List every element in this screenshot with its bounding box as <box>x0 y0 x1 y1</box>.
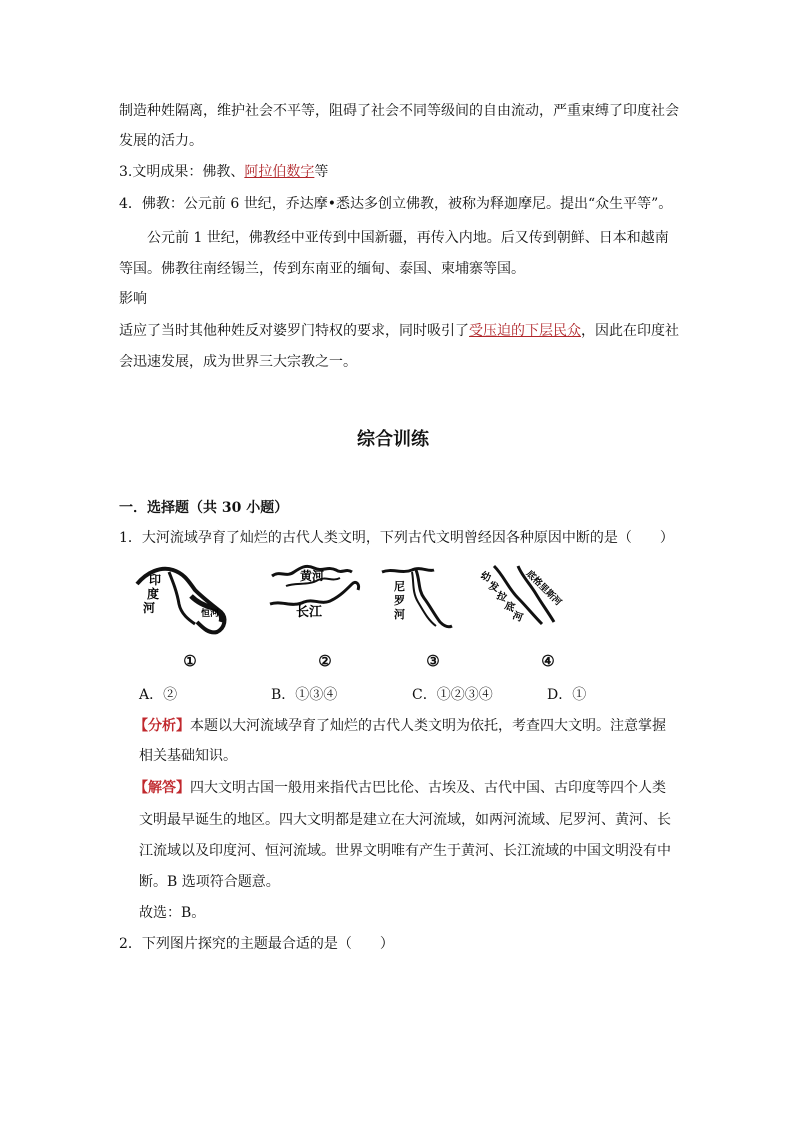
part-heading: 一．选择题（共 30 小题） <box>119 500 289 516</box>
oppressed-masses-link[interactable]: 受压迫的下层民众 <box>469 323 581 339</box>
map-4-label-4: 底 <box>502 600 517 615</box>
achievements-line <box>119 162 328 182</box>
achievements-prefix: 3.文明成果：佛教、 <box>119 164 245 180</box>
choice-d[interactable]: D．① <box>547 687 587 703</box>
influence-label: 影响 <box>119 291 147 307</box>
map-3-label-3: 河 <box>394 609 405 621</box>
question-1-stem: 1．大河流域孕育了灿烂的古代人类文明，下列古代文明曾经因各种原因中断的是（ ） <box>119 530 674 546</box>
choice-a[interactable]: A．② <box>139 687 178 703</box>
map-4-label-6: 底格里斯河 <box>524 568 564 608</box>
influence-line-1 <box>119 321 679 341</box>
map-1-label-4: 恒河 <box>201 608 220 618</box>
final-answer: 故选：B。 <box>139 905 206 921</box>
map-number-2: ② <box>318 652 332 670</box>
answer-line-1 <box>134 778 666 798</box>
map-2-label-1: 黄河 <box>300 569 325 583</box>
influence-suffix: ，因此在印度社 <box>581 323 679 339</box>
question-2-stem: 2．下列图片探究的主题最合适的是（ ） <box>119 936 394 952</box>
map-2-label-2: 长江 <box>296 604 323 619</box>
answer-text-1: 四大文明古国一般用来指代古巴比伦、古埃及、古代中国、古印度等四个人类 <box>190 780 666 796</box>
answer-line-2: 文明最早诞生的地区。四大文明都是建立在大河流域，如两河流域、尼罗河、黄河、长 <box>139 812 671 828</box>
map-1-label-2: 度 <box>147 587 160 601</box>
map-number-1: ① <box>183 652 197 670</box>
map-3-label-2: 罗 <box>394 595 405 607</box>
map-mesopotamia <box>474 562 574 634</box>
map-3-coast <box>382 569 434 572</box>
section-title: 综合训练 <box>357 429 429 450</box>
map-3-river-east <box>416 570 452 627</box>
map-2-yangtze <box>270 582 359 604</box>
achievements-suffix: 等 <box>314 164 329 180</box>
buddhism-spread-line-1: 公元前 1 世纪，佛教经中亚传到中国新疆，再传入内地。后又传到朝鲜、日本和越南 <box>147 230 669 246</box>
map-nile <box>378 564 460 630</box>
analysis-tag: 【分析】 <box>134 718 190 734</box>
map-number-4: ④ <box>541 652 555 670</box>
map-1-label-3: 河 <box>143 601 156 615</box>
intro-line-2: 发展的活力。 <box>119 133 203 149</box>
choice-b[interactable]: B．①③④ <box>271 687 338 703</box>
choice-c[interactable]: C．①②③④ <box>412 687 493 703</box>
intro-line-1: 制造种姓隔离，维护社会不平等，阻碍了社会不同等级间的自由流动，严重束缚了印度社会 <box>119 103 679 119</box>
map-4-label-1: 幼 <box>478 570 493 585</box>
map-4-label-5: 河 <box>510 610 525 625</box>
map-yellow-yangtze <box>266 560 366 626</box>
answer-line-4: 断。B 选项符合题意。 <box>139 874 280 890</box>
map-1-label-1: 印 <box>149 573 162 587</box>
map-number-3: ③ <box>426 652 440 670</box>
arabic-numerals-link[interactable]: 阿拉伯数字 <box>244 164 315 180</box>
answer-tag: 【解答】 <box>134 780 190 796</box>
map-indus-ganges <box>133 562 233 636</box>
influence-line-2: 会迅速发展，成为世界三大宗教之一。 <box>119 354 357 370</box>
map-4-label-2: 发 <box>486 580 501 595</box>
influence-prefix: 适应了当时其他种姓反对婆罗门特权的要求，同时吸引了 <box>119 323 469 339</box>
map-4-label-3: 拉 <box>494 590 509 605</box>
buddhism-line: 4．佛教：公元前 6 世纪，乔达摩•悉达多创立佛教，被称为释迦摩尼。提出“众生平等”。 <box>119 196 673 212</box>
map-3-label-1: 尼 <box>394 581 405 593</box>
analysis-line-1 <box>134 716 666 736</box>
analysis-text-1: 本题以大河流域孕育了灿烂的古代人类文明为依托，考查四大文明。注意掌握 <box>190 718 666 734</box>
buddhism-spread-line-2: 等国。佛教往南经锡兰，传到东南亚的缅甸、泰国、柬埔寨等国。 <box>119 261 525 277</box>
analysis-line-2: 相关基础知识。 <box>139 748 237 764</box>
answer-line-3: 江流域以及印度河、恒河流域。世界文明唯有产生于黄河、长江流域的中国文明没有中 <box>139 843 671 859</box>
